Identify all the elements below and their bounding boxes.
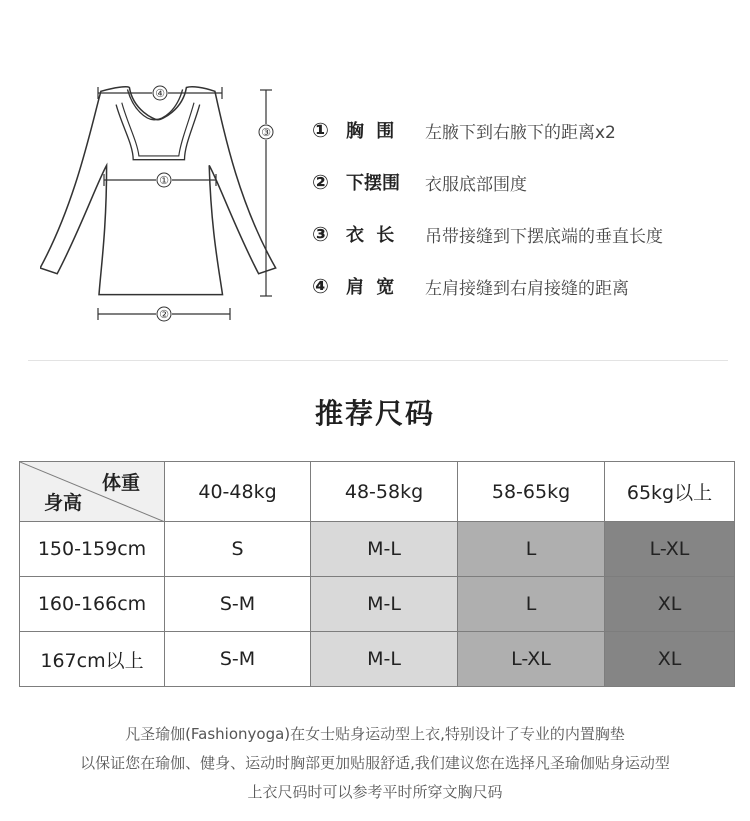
legend-description: 左腋下到右腋下的距离x2 (425, 122, 616, 143)
bra-seam-inner (122, 103, 194, 156)
weight-header: 65kg以上 (605, 462, 735, 522)
legend-name: 衣 长 (346, 225, 395, 246)
section-title: 推荐尺码 (314, 397, 435, 430)
table-header-row (20, 462, 735, 522)
weight-header: 40-48kg (165, 462, 311, 522)
marker-2: ② (159, 308, 169, 321)
legend-row-chest (312, 104, 732, 156)
legend-number: ③ (312, 222, 329, 246)
note-line: 上衣尺码时可以参考平时所穿文胸尺码 (247, 783, 503, 801)
legend-name: 肩 宽 (346, 277, 395, 298)
size-cell: XL (605, 577, 735, 632)
legend-row-length (312, 208, 732, 260)
table-row (20, 522, 735, 577)
size-cell: S-M (165, 632, 311, 687)
size-cell: S-M (165, 577, 311, 632)
height-header: 167cm以上 (20, 632, 165, 687)
legend-number: ④ (312, 274, 329, 298)
section-divider (28, 360, 728, 361)
table-row (20, 632, 735, 687)
height-axis-label: 身高 (44, 492, 83, 514)
size-recommendation-table (19, 461, 735, 687)
legend-row-shoulder (312, 260, 732, 312)
length-measure (258, 90, 274, 296)
weight-header: 58-65kg (458, 462, 605, 522)
size-cell: L-XL (458, 632, 605, 687)
weight-header: 48-58kg (311, 462, 458, 522)
size-cell: M-L (311, 577, 458, 632)
size-advice-note (0, 720, 750, 807)
note-line: 以保证您在瑜伽、健身、运动时胸部更加贴服舒适,我们建议您在选择凡圣瑜伽贴身运动型 (80, 754, 670, 772)
legend-number: ② (312, 170, 329, 194)
size-cell: XL (605, 632, 735, 687)
size-cell: M-L (311, 632, 458, 687)
size-cell: M-L (311, 522, 458, 577)
table-corner-cell (20, 462, 165, 522)
hem-measure (98, 306, 230, 322)
table-row (20, 577, 735, 632)
measurement-legend (312, 104, 732, 312)
legend-name: 下摆围 (346, 173, 400, 194)
garment-outline-svg (40, 78, 280, 328)
size-cell: L-XL (605, 522, 735, 577)
weight-axis-label: 体重 (101, 472, 140, 494)
legend-row-hem (312, 156, 732, 208)
legend-description: 衣服底部围度 (425, 174, 527, 195)
chest-measure (104, 172, 216, 188)
marker-3: ③ (261, 126, 271, 139)
marker-4: ④ (155, 87, 165, 100)
legend-number: ① (312, 118, 329, 142)
note-line: 凡圣瑜伽(Fashionyoga)在女士贴身运动型上衣,特别设计了专业的内置胸垫 (125, 725, 625, 743)
size-cell: L (458, 577, 605, 632)
legend-name: 胸 围 (346, 121, 395, 142)
height-header: 160-166cm (20, 577, 165, 632)
legend-description: 吊带接缝到下摆底端的垂直长度 (425, 226, 663, 247)
shirt-outline (40, 87, 276, 295)
marker-1: ① (159, 174, 169, 187)
height-header: 150-159cm (20, 522, 165, 577)
garment-diagram (40, 78, 280, 328)
size-cell: L (458, 522, 605, 577)
legend-description: 左肩接缝到右肩接缝的距离 (425, 278, 629, 299)
size-cell: S (165, 522, 311, 577)
bra-seam (116, 105, 200, 160)
corner-diagonal (20, 462, 165, 522)
